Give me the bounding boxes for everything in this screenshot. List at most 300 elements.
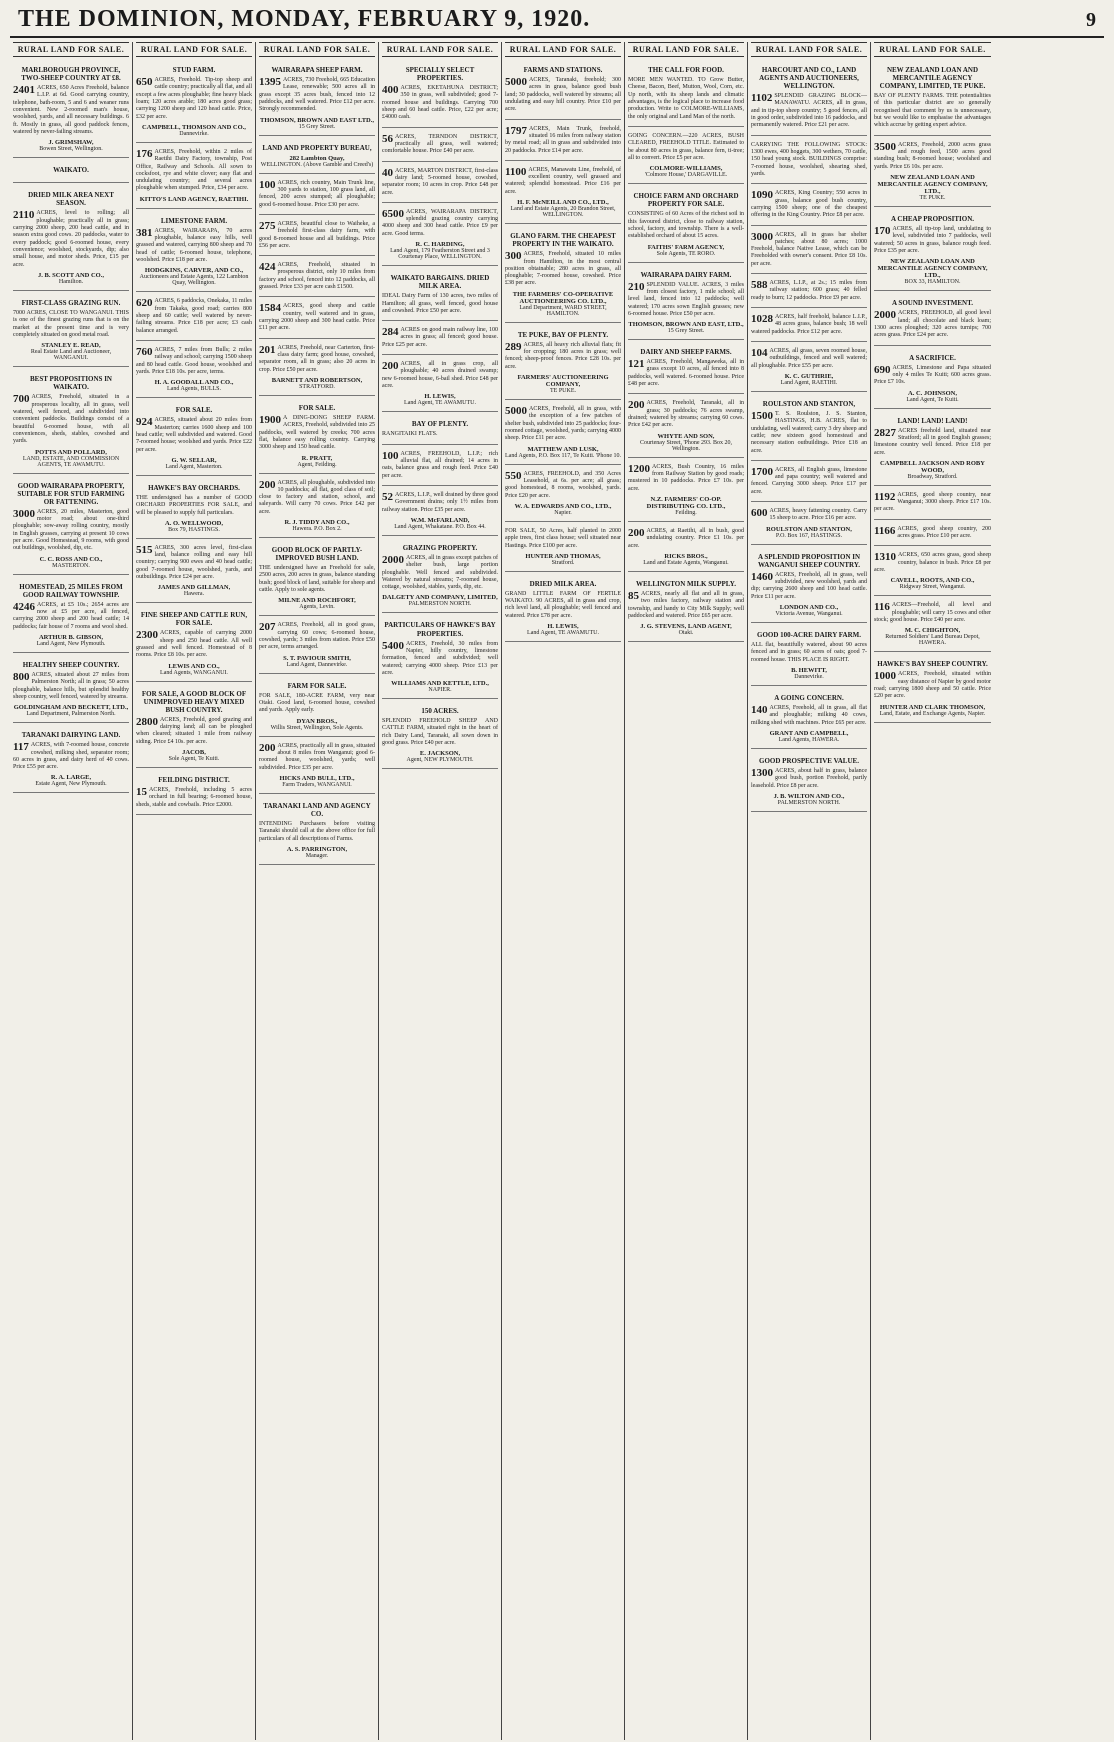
agent-address: Stratford. bbox=[551, 559, 575, 566]
ad-body-text bbox=[751, 142, 867, 179]
classified-ad bbox=[136, 401, 252, 476]
agent-name: JACOB, bbox=[182, 749, 206, 757]
acreage-figure: 381 bbox=[136, 226, 153, 239]
acreage-figure: 4246 bbox=[13, 600, 35, 613]
classified-ad bbox=[751, 626, 867, 686]
ad-description: ACRES, Freehold, near Carterton, first-class dairy farm; good house, cowshed, separator room, all in grass; also 20 acres in crop. Price £50 per acre. bbox=[259, 344, 375, 373]
acreage-figure: 56 bbox=[382, 132, 393, 145]
ad-description: ACRES, Manawatu Line, freehold, of excellent country, well grassed and watered; splendid homestead. Price £16 per acre. bbox=[505, 166, 621, 195]
column-header: RURAL LAND FOR SALE. bbox=[382, 42, 498, 57]
ad-body-text bbox=[136, 495, 252, 517]
ad-description: ACRES, 730 Freehold, 665 Education Lease, renewable; 500 acres all in grass except 35 acres bush, fenced into 12 paddocks, and well watered. Price £12 per acre. Strongly recommended. bbox=[259, 77, 375, 113]
agent-name: MILNE AND ROCHFORT, bbox=[278, 597, 356, 605]
agent-address: Land Agents, WANGANUI. bbox=[160, 669, 228, 676]
agent-name: DALGETY AND COMPANY, LIMITED, bbox=[382, 594, 498, 602]
ad-body-text bbox=[751, 348, 867, 370]
ad-heading: WAIKATO BARGAINS. DRIED MILK AREA. bbox=[390, 274, 490, 291]
ad-description: ACRES, FREEHOLD, and 350 Acres Leasehold, at 6s. per acre; all grass; good homestead, 8 rooms, woolshed, yards. Price £20 per acre. bbox=[505, 470, 621, 499]
acreage-figure: 284 bbox=[382, 326, 399, 339]
acreage-figure: 1797 bbox=[505, 124, 527, 137]
ad-body-text bbox=[751, 467, 867, 496]
acreage-figure: 620 bbox=[136, 297, 153, 310]
column bbox=[871, 42, 994, 1740]
agent-address: STRATFORD. bbox=[299, 383, 335, 390]
ad-description: ACRES, WAIRARAPA, 70 acres ploughable, balance easy hills, well grassed and watered, carrying 800 sheep and 70 head of cattle; 6-roomed house, telephone, woolshed. Price £18 per acre. bbox=[136, 227, 252, 264]
classified-ad bbox=[751, 548, 867, 623]
ad-heading: STUD FARM. bbox=[172, 66, 216, 74]
agent-name: J. GRIMSHAW, bbox=[48, 139, 94, 147]
agent-address: Victoria Avenue, Wanganui. bbox=[775, 611, 843, 618]
classified-ad bbox=[259, 218, 375, 256]
ad-description: CARRYING THE FOLLOWING STOCK: 1300 ewes, 400 hoggets, 300 wethers, 70 cattle, 150 head young stock. BUILDINGS comprise: 7-roomed house, woolshed, shearing shed, yards. bbox=[751, 141, 867, 177]
ad-description: ACRES, good sheep country, near Wanganui; 3000 sheep. Price £17 10s. per acre. bbox=[874, 491, 991, 513]
acreage-figure: 6500 bbox=[382, 207, 404, 220]
agent-name: HICKS AND BULL, LTD., bbox=[279, 774, 355, 782]
acreage-figure: 100 bbox=[259, 178, 276, 191]
ad-body-text bbox=[505, 406, 621, 443]
ad-heading: NEW ZEALAND LOAN AND MERCANTILE AGENCY COMPANY, LIMITED, TE PUKE. bbox=[879, 66, 986, 91]
ad-body-text bbox=[13, 742, 129, 771]
acreage-figure: 170 bbox=[874, 225, 891, 237]
ad-heading: ROULSTON AND STANTON, bbox=[762, 399, 856, 408]
classified-ad bbox=[136, 542, 252, 604]
ad-description: ACRES, all heavy rich alluvial flats; fit for cropping; 180 acres in grass; well fenced; sheep-proof fences. Price £28 10s. per acre. bbox=[505, 341, 621, 370]
ad-body-text bbox=[874, 365, 991, 387]
classified-ad bbox=[628, 397, 744, 457]
column-header: RURAL LAND FOR SALE. bbox=[751, 42, 867, 57]
acreage-figure: 760 bbox=[136, 345, 153, 358]
classified-ad bbox=[751, 277, 867, 308]
ad-description: ACRES, good sheep and cattle country, well watered and in grass, carrying 2000 sheep and 300 head cattle. Price £11 per acre. bbox=[259, 303, 375, 332]
ad-heading: GRAZING PROPERTY. bbox=[402, 543, 478, 552]
column bbox=[748, 42, 871, 1740]
ad-body-text bbox=[628, 211, 744, 240]
classified-ad bbox=[628, 525, 744, 572]
agent-address: Box 79, HASTINGS. bbox=[168, 526, 220, 533]
ad-description: FOR SALE, 180-ACRE FARM, very near Otaki. Good land, 6-roomed house, cowshed and yards. Apply early. bbox=[259, 692, 375, 714]
acreage-figure: 2110 bbox=[13, 209, 35, 222]
ad-description: ACRES, EKETAHUNA DISTRICT; 350 in grass, well subdivided; good 7-roomed house and buildings. Carrying 700 sheep and 60 head cattle. Price, £22 per acre; £4000 cash. bbox=[382, 85, 498, 121]
ad-description: ACRES, WAIRARAPA DISTRICT, splendid grazing country carrying 4000 sheep and 300 head cattle. Price £9 per acre. Good terms. bbox=[382, 208, 498, 237]
ad-description: ACRES, all in grass crop, all ploughable; 40 acres drained swamp; new 6-roomed house, 6-bail shed. Price £48 per acre. bbox=[382, 361, 498, 389]
acreage-figure: 300 bbox=[505, 250, 522, 263]
classified-ad bbox=[382, 702, 498, 769]
ad-description: ACRES on good main railway line, 100 acres in grass; all fenced; good house. Price £25 per acre. bbox=[382, 327, 498, 348]
classified-ad bbox=[628, 130, 744, 184]
ad-description: BAY OF PLENTY FARMS. THE potentialities of this particular district are so generally recognised that comment by us is unnecessary, but we would like to emphasise the advantages which accrue by getting expert advice. bbox=[874, 93, 991, 129]
ad-body-text bbox=[136, 149, 252, 193]
classified-ad bbox=[382, 448, 498, 486]
ad-description: ACRES, FREEHOLD, L.I.P.; rich alluvial flat, all drained; 14 acres in oats, balance grass and rough feed. Price £40 per acre. bbox=[382, 450, 498, 479]
classified-ad bbox=[505, 61, 621, 120]
ad-description: 7000 ACRES, CLOSE TO WANGANUI. THIS is one of the finest grazing runs that is on the market at the present time and is very completely situated on good metal road. bbox=[13, 309, 129, 338]
agent-name: NEW ZEALAND LOAN AND MERCANTILE AGENCY COMPANY, LTD., bbox=[877, 258, 988, 280]
acreage-figure: 1192 bbox=[874, 490, 896, 503]
ad-body-text bbox=[382, 361, 498, 390]
ad-body-text bbox=[136, 298, 252, 335]
ad-heading: FIRST-CLASS GRAZING RUN. bbox=[21, 298, 121, 307]
classified-ad bbox=[13, 186, 129, 291]
classified-ad bbox=[382, 324, 498, 355]
ad-description: ACRES, nearly all flat and all in grass, two miles factory, railway station and township, and handy to City Milk Supply; well paddocked and watered. Price £65 per acre. bbox=[628, 590, 744, 619]
ad-description: ACRES, Taranaki, freehold; 300 acres in grass, balance good bush land; 30 paddocks, well watered by streams; all undulating and easy hill country. Price £10 per acre. bbox=[505, 77, 621, 113]
classified-ad bbox=[259, 677, 375, 737]
classified-ad bbox=[505, 227, 621, 323]
classified-ad bbox=[628, 187, 744, 262]
ad-heading: GOOD BLOCK OF PARTLY-IMPROVED BUSH LAND. bbox=[271, 546, 363, 563]
agent-name: C. C. ROSS AND CO., bbox=[39, 555, 103, 563]
ad-heading: WAIRARAPA DAIRY FARM. bbox=[640, 270, 732, 279]
column-header: RURAL LAND FOR SALE. bbox=[136, 42, 252, 57]
agent-address: Estate Agent, New Plymouth. bbox=[35, 781, 107, 788]
classified-ad bbox=[751, 505, 867, 545]
ad-heading: DRIED MILK AREA NEXT SEASON. bbox=[28, 191, 114, 208]
agent-name: N.Z. FARMERS' CO-OP. DISTRIBUTING CO. LTD., bbox=[646, 495, 726, 510]
ad-description: ACRES, Bush Country, 16 miles from Railway Station by good roads; mustered in 10 paddocks. Price £7 10s. per acre. bbox=[628, 463, 744, 492]
ad-description: ACRES, all grass, seven roomed house, outbuildings, fenced and well watered; all ploughable. Price £55 per acre. bbox=[751, 347, 867, 369]
agent-address: Dannevirke. bbox=[794, 674, 824, 681]
column bbox=[10, 42, 133, 1740]
acreage-figure: 2800 bbox=[136, 715, 158, 728]
ad-description: ACRES, 300 acres level, first-class land, balance rolling and easy hill country; carrying 900 ewes and 40 head cattle; good 7-roomed house, woolshed, yards, and outbuildings. Price £24 per acre. bbox=[136, 544, 252, 581]
agent-address: Courtenay Street, 'Phone 293. Box 20, Wellington. bbox=[639, 439, 733, 452]
ad-description: ACRES, beautiful close to Waiheke, a freehold first-class dairy farm, with good 8-roomed house and all buildings. Price £56 per acre. bbox=[259, 220, 375, 249]
ad-heading: A SACRIFICE. bbox=[909, 353, 956, 362]
column-header: RURAL LAND FOR SALE. bbox=[628, 42, 744, 57]
classified-ad bbox=[874, 549, 991, 596]
agent-address: PALMERSTON NORTH. bbox=[408, 601, 472, 608]
agent-name: H. A. GOODALL AND CO., bbox=[154, 379, 234, 387]
classified-ad bbox=[505, 326, 621, 400]
column bbox=[256, 42, 379, 1740]
acreage-figure: 200 bbox=[259, 741, 276, 754]
ad-body-text bbox=[13, 85, 129, 136]
ad-body-text bbox=[751, 190, 867, 219]
ad-description: ACRES, Limestone and Papa situated only 4 miles Te Kuiti; 600 acres grass. Price £7 10s. bbox=[874, 364, 991, 386]
agent-address: Farm Traders, WANGANUI. bbox=[282, 781, 352, 788]
agent-name: G. W. SELLAR, bbox=[171, 456, 217, 464]
ad-description: ACRES, practically all in grass, situated about 8 miles from Wanganui; good 6-roomed house, woolshed, yards; well subdivided. Price £35 per acre. bbox=[259, 742, 375, 771]
ad-body-text bbox=[874, 428, 991, 457]
ad-description: ACRES, Freehold, situated within easy distance of Napier by good motor road; carrying 1800 sheep and 50 cattle. Price £20 per acre. bbox=[874, 671, 991, 700]
agent-name: J. B. WILTON AND CO., bbox=[773, 792, 845, 800]
acreage-figure: 210 bbox=[628, 280, 645, 293]
acreage-figure: 2401 bbox=[13, 84, 35, 97]
newspaper-title: THE DOMINION, MONDAY, FEBRUARY 9, 1920. bbox=[18, 6, 591, 32]
agent-name: THE FARMERS' CO-OPERATIVE AUCTIONEERING CO. LTD., bbox=[512, 290, 614, 305]
classified-ad bbox=[874, 349, 991, 409]
agent-address: Sole Agent, Te Kuiti. bbox=[168, 756, 220, 763]
ad-description: ACRES, with 7-roomed house, concrete cowshed, milking shed, separator room; 60 acres in grass, and dairy herd of 40 cows. Price £55 per acre. bbox=[13, 742, 129, 771]
column bbox=[379, 42, 502, 1740]
agent-name: LEWIS AND CO., bbox=[168, 662, 220, 670]
classified-ad bbox=[628, 575, 744, 642]
agent-address: Auctioneers and Estate Agents, 122 Lambton Quay, Wellington. bbox=[139, 274, 249, 287]
ad-body-text bbox=[874, 671, 991, 700]
agent-name: GRANT AND CAMPBELL, bbox=[769, 730, 849, 737]
agent-name: CAMPBELL, THOMSON AND CO., bbox=[142, 123, 246, 131]
classified-ad bbox=[13, 726, 129, 793]
ad-body-text bbox=[259, 415, 375, 452]
acreage-figure: 1310 bbox=[874, 551, 896, 564]
ad-body-text bbox=[874, 552, 991, 574]
ad-body-text bbox=[751, 93, 867, 130]
ad-description: SPLENDID FREEHOLD SHEEP AND CATTLE FARM, situated right in the heart of rich Dairy Land, Taranaki, all sown down in good grass. Price £40 per acre. bbox=[382, 718, 498, 747]
ad-description: SPLENDID VALUE. ACRES, 3 miles from closest factory, 1 mile school; all level land, fenced into 12 paddocks; well watered; 170 acres sown English grasses; new 6-roomed house. Price £50 per acre. bbox=[628, 281, 744, 317]
masthead bbox=[10, 6, 1104, 38]
acreage-figure: 176 bbox=[136, 147, 153, 160]
classified-ad bbox=[874, 599, 991, 652]
classified-ad bbox=[874, 523, 991, 547]
ad-heading: FOR SALE. bbox=[298, 403, 336, 412]
agent-address: Land Agents, BULLS. bbox=[167, 386, 221, 393]
ad-description: ACRES, at £5 10s.; 2654 acres are now at £5 per acre, all fenced, carrying 2000 sheep and 200 head cattle; 14 paddocks; fair house of 7 rooms and wool shed. bbox=[13, 601, 129, 630]
classified-ad bbox=[136, 771, 252, 815]
classified-ad bbox=[13, 161, 129, 183]
ad-description: ACRES, Freehold, good grazing and dairying land; all can be ploughed when cleared; situated 1 mile from railway siding. Price £4 10s. per acre. bbox=[136, 716, 252, 745]
ad-heading: FOR SALE, A GOOD BLOCK OF UNIMPROVED HEAVY MIXED BUSH COUNTRY. bbox=[141, 689, 247, 714]
agent-name: JAMES AND GILLMAN, bbox=[157, 584, 231, 592]
ad-heading: WELLINGTON MILK SUPPLY. bbox=[636, 579, 736, 588]
ad-heading: GOOD PROSPECTIVE VALUE. bbox=[759, 757, 859, 765]
agent-name: W.M. McFARLAND, bbox=[410, 516, 470, 524]
agent-address: Dannevirke. bbox=[179, 130, 209, 137]
ad-body-text bbox=[136, 347, 252, 376]
ad-body-text bbox=[505, 167, 621, 196]
ad-body-text bbox=[259, 693, 375, 715]
ad-description: MORE MEN WANTED. TO Grow Butter, Cheese, Bacon, Beef, Mutton, Wool, Corn, etc. Up north, with its sheep lands and climatic advantages, is the logical place to increase food production. Write to COLMORE-WILLIAMS, the only original and Land Man of the north. bbox=[628, 77, 744, 120]
agent-address: Land and Estate Agents, Wanganui. bbox=[643, 559, 729, 566]
agent-name: S. T. PAVIOUR SMITH, bbox=[283, 654, 351, 662]
ad-description: ACRES, 7 miles from Bulls; 2 miles railway and school; carrying 1500 sheep and 80 head cattle. Good house, woolshed and yards. Price £18 10s. per acre, terms. bbox=[136, 346, 252, 375]
ad-heading: HAWKE'S BAY SHEEP COUNTRY. bbox=[877, 660, 988, 669]
ad-body-text bbox=[751, 314, 867, 336]
agent-name: NEW ZEALAND LOAN AND MERCANTILE AGENCY COMPANY, LTD., bbox=[877, 173, 988, 195]
acreage-figure: 116 bbox=[874, 601, 890, 614]
agent-name: RICKS BROS., bbox=[664, 552, 708, 560]
agent-name: A. S. PARRINGTON, bbox=[286, 845, 348, 853]
classified-ad bbox=[13, 477, 129, 575]
ad-heading: THE CALL FOR FOOD. bbox=[648, 66, 724, 74]
agent-name: A. O. WELLWOOD, bbox=[165, 519, 223, 527]
ad-description: ACRES, half freehold, balance L.I.P., 48 acres grass, balance bush; 18 well watered paddocks. Price £12 per acre. bbox=[751, 314, 867, 335]
ad-body-text bbox=[628, 400, 744, 429]
ad-body-text bbox=[13, 394, 129, 445]
ad-body-text bbox=[751, 232, 867, 269]
ad-heading: FEILDING DISTRICT. bbox=[158, 776, 230, 785]
classified-ad bbox=[13, 61, 129, 158]
classified-ad bbox=[136, 606, 252, 681]
ad-body-text bbox=[136, 228, 252, 265]
classified-ad bbox=[136, 61, 252, 143]
agent-address: Land Agent, 179 Featherston Street and 3 Courtenay Place, WELLINGTON. bbox=[390, 248, 490, 261]
ad-description: T. S. Roulston, J. S. Stanton, HASTINGS, H.B. ACRES, flat to undulating, well watered; carry 3 dry sheep and cattle; new sixteen good homestead and necessary station outbuildings. Price £18 an acre. bbox=[751, 410, 867, 454]
agent-address: 'Colmore House,' DARGAVILLE. bbox=[644, 172, 728, 179]
ad-description: CONSISTING of 60 Acres of the richest soil in this favoured district, close to railway station, school, factory, and township. There is a well-established orchard of about 15 acres. bbox=[628, 211, 744, 240]
ad-description: GRAND LITTLE FARM OF FERTILE WAIKATO. 90 ACRES, all in grass and crop, rich level land, all ploughable; well fenced and watered. Price £78 per acre. bbox=[505, 590, 621, 619]
ad-heading: HARCOURT AND CO., LAND AGENTS AND AUCTIONEERS, WELLINGTON. bbox=[759, 66, 859, 91]
ad-heading: HAWKE'S BAY ORCHARDS. bbox=[148, 483, 240, 492]
ad-body-text bbox=[382, 293, 498, 315]
ad-body-text bbox=[259, 743, 375, 772]
classified-ad bbox=[382, 415, 498, 444]
agent-name: KITTO'S LAND AGENCY, RAETIHI. bbox=[139, 195, 249, 203]
agent-address: Sole Agents, TE RORO. bbox=[656, 250, 716, 257]
agent-name: CAVELL, ROOTS, AND CO., bbox=[890, 577, 975, 585]
classified-ad bbox=[505, 525, 621, 572]
agent-name: H. F. McNEILL AND CO., LTD., bbox=[517, 199, 609, 207]
classified-ad bbox=[382, 206, 498, 266]
agent-address: Land Department, WARD STREET, HAMILTON. bbox=[519, 304, 607, 317]
ad-body-text bbox=[628, 359, 744, 388]
classified-ad bbox=[382, 269, 498, 321]
ad-body-text bbox=[382, 168, 498, 197]
ad-heading: PARTICULARS OF HAWKE'S BAY PROPERTIES. bbox=[384, 621, 496, 638]
acreage-figure: 40 bbox=[382, 166, 393, 179]
agent-name: J. B. SCOTT AND CO., bbox=[38, 271, 104, 279]
agent-name: BARNETT AND ROBERTSON, bbox=[271, 376, 363, 384]
ad-body-text bbox=[505, 528, 621, 550]
ad-description: ACRES, Freehold, situated 10 miles from Hamilton, in the most central position obtainable; 280 acres in grass, all ploughable; 7-roomed house, cowshed. Price £38 per acre. bbox=[505, 251, 621, 287]
ad-body-text bbox=[259, 345, 375, 374]
ad-body-text bbox=[751, 411, 867, 455]
acreage-figure: 1300 bbox=[751, 767, 773, 780]
ad-heading: LAND! LAND! LAND! bbox=[897, 416, 968, 425]
agent-address: Ridgway Street, Wanganui. bbox=[899, 584, 966, 591]
column bbox=[502, 42, 625, 1740]
ad-description: ACRES, Freehold, Taranaki, all in grass; 30 paddocks; 76 acres swamp, drained; watered by streams; carrying 60 cows. Price £42 per acre. bbox=[628, 400, 744, 429]
agent-address: Hawera. P.O. Box 2. bbox=[292, 526, 342, 533]
ad-body-text bbox=[505, 126, 621, 155]
classified-ad bbox=[382, 616, 498, 699]
ad-description: ACRES, Freehold, all in good grass, carrying 60 cows; 6-roomed house, cowshed, yards; 3 miles from station. Price £50 per acre, terms arranged. bbox=[259, 622, 375, 651]
ad-heading: SPECIALLY SELECT PROPERTIES. bbox=[405, 66, 475, 83]
ad-body-text bbox=[382, 451, 498, 480]
ad-body-text bbox=[505, 471, 621, 500]
ad-body-text bbox=[628, 282, 744, 319]
ad-heading: HOMESTEAD, 25 MILES FROM GOOD RAILWAY TOWNSHIP. bbox=[19, 582, 123, 599]
acreage-figure: 52 bbox=[382, 490, 393, 503]
classified-ad bbox=[259, 300, 375, 338]
agent-address: Hawera. bbox=[183, 591, 205, 598]
agent-address: MASTERTON. bbox=[52, 562, 90, 569]
ad-body-text bbox=[874, 226, 991, 255]
column-header: RURAL LAND FOR SALE. bbox=[874, 42, 991, 57]
ad-body-text bbox=[628, 133, 744, 162]
ad-description: ACRES, Freehold, situated in a prosperous locality, all in grass, well watered, well fenced, and subdivided into convenient paddocks. Buildings consist of a beautiful 6-roomed house, with all conveniences, sheds, stables, cowshed and yards. bbox=[13, 394, 129, 445]
ad-body-text bbox=[259, 77, 375, 114]
classified-ad bbox=[259, 399, 375, 474]
ad-body-text bbox=[751, 572, 867, 601]
ad-body-text bbox=[259, 480, 375, 517]
ad-body-text bbox=[259, 262, 375, 291]
ad-heading: A SOUND INVESTMENT. bbox=[892, 299, 973, 308]
ad-description: ACRES, heavy fattening country. Carry 15 sheep to acre. Price £16 per acre. bbox=[769, 508, 867, 522]
acreage-figure: 1200 bbox=[628, 462, 650, 475]
acreage-figure: 5400 bbox=[382, 639, 404, 652]
ad-heading: A SPLENDID PROPOSITION IN WANGANUI SHEEP COUNTRY. bbox=[757, 552, 861, 569]
ad-body-text bbox=[13, 210, 129, 269]
ad-heading: TE PUKE, BAY OF PLENTY. bbox=[517, 330, 609, 339]
agent-address: PALMERSTON NORTH. bbox=[777, 799, 841, 806]
ad-body-text bbox=[259, 221, 375, 250]
agent-address: Land Department, Palmerston North. bbox=[26, 711, 116, 718]
acreage-figure: 201 bbox=[259, 343, 276, 356]
ad-heading: A GOING CONCERN. bbox=[774, 694, 844, 703]
ad-description: ACRES, L.I.P., at 2s.; 15 miles from railway station; 600 grass; 40 felled ready to burn; 12 paddocks. Price £9 per acre. bbox=[751, 280, 867, 301]
ad-description: ACRES, all ploughable, subdivided into 10 paddocks; all flat, good class of soil; close to factory and station, school, and saleyards. Will carry 70 cows. Price £42 per acre. bbox=[259, 479, 375, 515]
ad-body-text bbox=[751, 280, 867, 302]
agent-name: MATTHEW AND LUSK, bbox=[527, 445, 599, 453]
ad-body-text bbox=[382, 492, 498, 514]
agent-name: WILLIAMS AND KETTLE, LTD., bbox=[391, 680, 489, 688]
agent-name: THOMSON, BROWN AND EAST, LTD., bbox=[628, 321, 744, 329]
acreage-figure: 700 bbox=[13, 393, 30, 406]
acreage-figure: 200 bbox=[628, 399, 645, 412]
acreage-figure: 3500 bbox=[874, 140, 896, 153]
acreage-figure: 100 bbox=[382, 449, 399, 462]
column-header: RURAL LAND FOR SALE. bbox=[259, 42, 375, 57]
ad-heading: FARMS AND STATIONS. bbox=[523, 66, 603, 74]
agent-name: 282 Lambton Quay, bbox=[289, 154, 345, 162]
ad-heading: TARANAKI DAIRYING LAND. bbox=[21, 731, 121, 740]
classified-columns bbox=[10, 42, 1104, 1740]
agent-address: Land Agents, P.O. Box 117, Te Kuiti. 'Phone 10. bbox=[505, 452, 621, 459]
ad-body-text bbox=[628, 464, 744, 493]
ad-body-text bbox=[874, 142, 991, 171]
classified-ad bbox=[505, 575, 621, 642]
classified-ad bbox=[136, 212, 252, 293]
ad-heading: DAIRY AND SHEEP FARMS. bbox=[640, 348, 732, 357]
ad-description: ACRES, TERNDON DISTRICT, practically all grass, well watered; comfortable house. Price £40 per acre. bbox=[382, 133, 498, 155]
column-header: RURAL LAND FOR SALE. bbox=[505, 42, 621, 57]
ad-description: ACRES, Freehold, all in grass, all flat and ploughable; milking 40 cows, milking shed with machines. Price £65 per acre. bbox=[751, 705, 867, 726]
classified-ad bbox=[259, 139, 375, 174]
ad-heading: HEALTHY SHEEP COUNTRY. bbox=[22, 660, 120, 669]
ad-body-text bbox=[751, 705, 867, 727]
ad-description: ACRES, all English grass, limestone and papa country; well watered and fenced. Carrying 3000 sheep. Price £17 per acre. bbox=[751, 466, 867, 495]
acreage-figure: 1090 bbox=[751, 189, 773, 202]
ad-heading: 150 ACRES. bbox=[421, 707, 459, 716]
acreage-figure: 1395 bbox=[259, 76, 281, 89]
acreage-figure: 104 bbox=[751, 346, 768, 359]
ad-body-text bbox=[382, 718, 498, 747]
acreage-figure: 2000 bbox=[874, 309, 896, 322]
agent-address: LAND, ESTATE, AND COMMISSION AGENTS, TE AWAMUTU. bbox=[22, 455, 120, 468]
column bbox=[625, 42, 748, 1740]
agent-address: Agents, Levin. bbox=[299, 604, 335, 611]
classified-ad bbox=[628, 343, 744, 394]
ad-description: ACRES, all in grass bar shelter patches; about 80 acres; 1000 Freehold, balance Native Lease, which can be Freeholded with owner's consent. Price £8 10s. per acre. bbox=[751, 231, 867, 267]
ad-description: ACRES, at Raetihi, all in bush, good undulating country. Price £1 10s. per acre. bbox=[628, 527, 744, 549]
classified-ad bbox=[874, 489, 991, 520]
agent-name: FAITHS' FARM AGENCY, bbox=[647, 243, 725, 251]
acreage-figure: 3000 bbox=[751, 230, 773, 243]
classified-ad bbox=[259, 177, 375, 215]
acreage-figure: 200 bbox=[628, 526, 645, 539]
classified-ad bbox=[259, 342, 375, 396]
acreage-figure: 1100 bbox=[505, 165, 527, 178]
ad-body-text bbox=[13, 602, 129, 631]
ad-body-text bbox=[874, 492, 991, 514]
agent-address: Napier. bbox=[554, 509, 572, 516]
classified-ad bbox=[874, 139, 991, 207]
ad-description: ACRES freehold land, situated near Stratford; all in good English grasses; limestone country well fenced. Price £18 per acre. bbox=[874, 427, 991, 456]
acreage-figure: 650 bbox=[136, 76, 153, 89]
ad-description: RANGITAIKI FLATS. bbox=[382, 431, 438, 438]
classified-ad bbox=[874, 294, 991, 345]
acreage-figure: 515 bbox=[136, 543, 153, 556]
